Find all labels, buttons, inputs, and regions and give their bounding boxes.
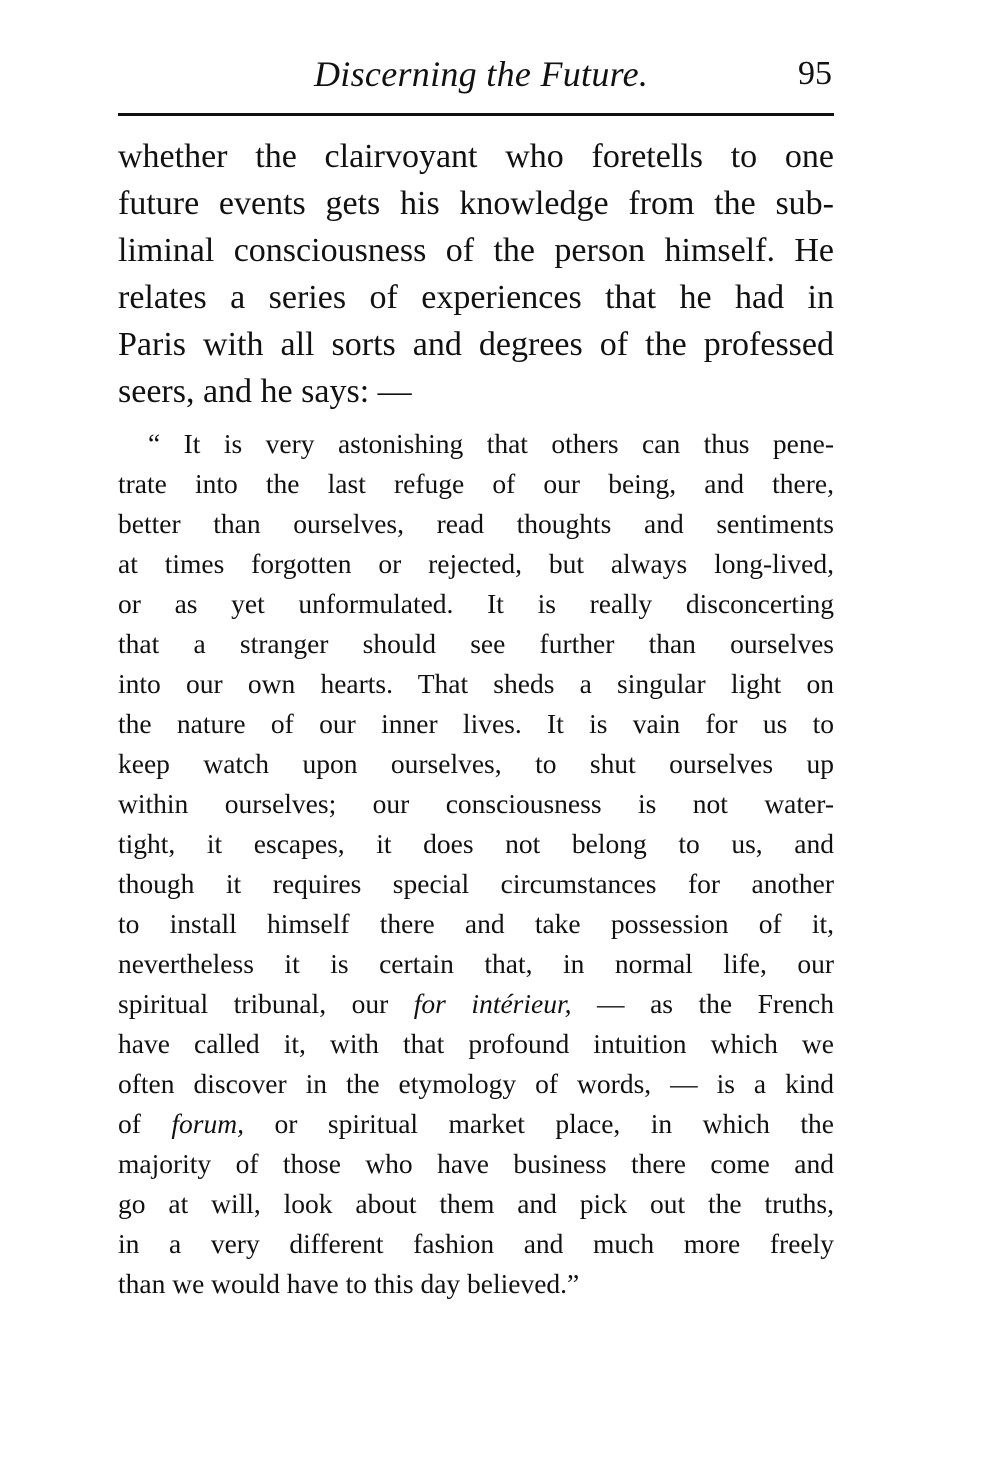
body-paragraph	[118, 133, 834, 415]
paragraph-line: whether the clairvoyant who foretells to one	[118, 138, 834, 175]
quote-line: often discover in the etymology of words, — is a kind	[118, 1068, 834, 1099]
quote-line: in a very different fashion and much more freely	[118, 1228, 834, 1259]
quote-line: at times forgotten or rejected, but always long-lived,	[118, 548, 834, 579]
quote-line: tight, it escapes, it does not belong to us, and	[118, 828, 834, 859]
quote-line: nevertheless it is certain that, in normal life, our	[118, 948, 834, 979]
italic-word-forum: forum,	[171, 1108, 244, 1139]
page-number: 95	[798, 55, 832, 92]
quote-line: keep watch upon ourselves, to shut ourselves up	[118, 748, 834, 779]
paragraph-line: relates a series of experiences that he had in	[118, 279, 834, 316]
paragraph-line: liminal consciousness of the person himself. He	[118, 232, 834, 269]
quote-line: that a stranger should see further than ourselves	[118, 628, 834, 659]
block-quotation	[118, 424, 834, 1304]
quote-text: or spiritual market place, in which the	[244, 1108, 834, 1139]
running-head-title: Discerning the Future.	[314, 54, 649, 94]
quote-line: “ It is very astonishing that others can thus pene-	[148, 428, 834, 459]
quote-line	[118, 1104, 834, 1144]
quote-line: trate into the last refuge of our being, and there,	[118, 468, 834, 499]
header-rule	[118, 113, 834, 116]
quote-line: have called it, with that profound intuition which we	[118, 1028, 834, 1059]
quote-line: to install himself there and take possession of it,	[118, 908, 834, 939]
quote-line	[118, 984, 834, 1024]
quote-text: — as the French	[571, 988, 834, 1019]
quote-text: of	[118, 1108, 172, 1139]
paragraph-line: future events gets his knowledge from the sub-	[118, 185, 834, 222]
paragraph-line: Paris with all sorts and degrees of the professed	[118, 326, 834, 363]
quote-line: into our own hearts. That sheds a singular light on	[118, 668, 834, 699]
quote-line: go at will, look about them and pick out the truths,	[118, 1188, 834, 1219]
quote-line: the nature of our inner lives. It is vain for us to	[118, 708, 834, 739]
italic-phrase-for-interieur: for intérieur,	[413, 988, 572, 1019]
quote-line: than we would have to this day believed.”	[118, 1268, 580, 1299]
paragraph-line: seers, and he says: —	[118, 373, 412, 410]
quote-text: spiritual tribunal, our	[118, 988, 414, 1019]
quote-line: though it requires special circumstances for another	[118, 868, 834, 899]
quote-line: majority of those who have business there come and	[118, 1148, 834, 1179]
quote-line: within ourselves; our consciousness is not water-	[118, 788, 834, 819]
running-head	[116, 52, 836, 102]
quote-line: or as yet unformulated. It is really disconcerting	[118, 588, 834, 619]
quote-line: better than ourselves, read thoughts and sentiments	[118, 508, 834, 539]
